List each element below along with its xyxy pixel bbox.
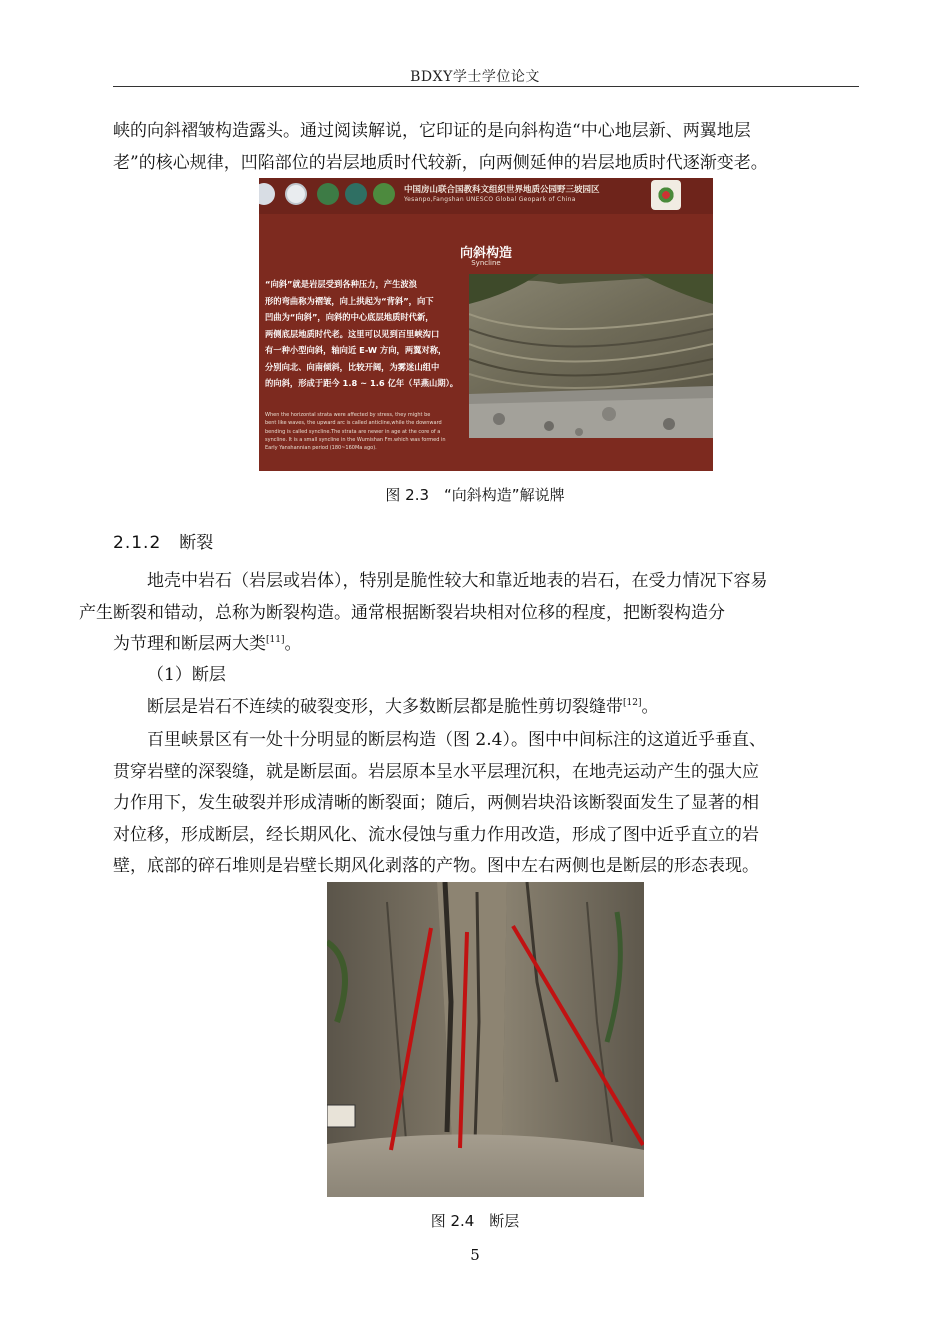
p3-line-5: 壁，底部的碎石堆则是岩壁长期风化剥落的产物。图中左右两侧也是断层的形态表现。	[113, 856, 759, 876]
section-heading	[113, 528, 213, 553]
sign-cn-line: 分别向北、向南倾斜，比较开阔，为雾迷山组中	[265, 361, 440, 372]
park-logo-icon	[373, 183, 395, 205]
sign-title: 向斜构造	[459, 246, 512, 261]
geopark-logo-icon	[285, 183, 307, 205]
fault-rock-illustration	[327, 882, 644, 1197]
sign-en-line: bent like waves, the upward arc is called anticline,while the downward	[265, 420, 442, 427]
citation-12: [12]	[623, 698, 642, 708]
section-number: 2.1.2	[113, 533, 162, 553]
page-number: 5	[470, 1246, 480, 1264]
intro-line-1: 峡的向斜褶皱构造露头。通过阅读解说，它印证的是向斜构造“中心地层新、两翼地层	[113, 121, 751, 141]
p1-line-1: 地壳中岩石（岩层或岩体），特别是脆性较大和靠近地表的岩石，在受力情况下容易	[147, 571, 768, 591]
running-header: BDXY学士学位论文	[410, 69, 540, 85]
sign-subtitle: Syncline	[471, 259, 501, 267]
forest-logo-icon	[317, 183, 339, 205]
p3-line-3: 力作用下，发生破裂并形成清晰的断裂面；随后，两侧岩块沿该断裂面发生了显著的相	[113, 793, 759, 813]
sign-cn-line: 有一种小型向斜，轴向近 E-W 方向，两翼对称，	[265, 345, 447, 355]
p1-line-3-end: 。	[284, 634, 302, 654]
fault-definition-paragraph	[113, 692, 859, 724]
p3-line-4: 对位移，形成断层，经长期风化、流水侵蚀与重力作用改造，形成了图中近乎直立的岩	[113, 824, 759, 845]
section-title: 断裂	[179, 533, 214, 553]
sign-cn-line: 的向斜，形成于距今 1.8 ~ 1.6 亿年（早燕山期）。	[265, 378, 459, 388]
header-rule	[113, 86, 859, 87]
syncline-rock-photo	[469, 274, 713, 438]
p2-text: 断层是岩石不连续的破裂变形，大多数断层都是脆性剪切裂缝带	[147, 697, 623, 717]
p1-line-3	[79, 629, 301, 661]
p3-line-1: 百里峡景区有一处十分明显的断层构造（图 2.4）。图中中间标注的这道近乎垂直、	[147, 730, 766, 750]
sign-en-line: Early Yanshannian period (180~160Ma ago).	[265, 445, 377, 452]
unesco-logo-icon	[259, 183, 275, 205]
fault-description-paragraph	[113, 725, 859, 883]
syncline-rock-illustration	[469, 274, 713, 438]
p1-line-2: 产生断裂和错动，总称为断裂构造。通常根据断裂岩块相对位移的程度，把断裂构造分	[79, 602, 725, 623]
sign-chinese-text	[265, 276, 469, 392]
sign-logo-bar	[259, 178, 713, 214]
sign-cn-line: “向斜”就是岩层受到各种压力，产生波浪	[265, 279, 417, 289]
sign-cn-line: 两侧底层地质时代老。这里可以见到百里峡沟口	[265, 328, 440, 339]
p1-line-3-text: 为节理和断层两大类	[113, 634, 266, 654]
sign-organization-en: Yesanpo,Fangshan UNESCO Global Geopark of China	[404, 196, 576, 203]
figure-2-3-caption: 图 2.3 “向斜构造”解说牌	[385, 486, 565, 504]
fault-photo	[327, 882, 644, 1197]
syncline-sign-photo	[259, 178, 713, 471]
p2-end: 。	[641, 697, 659, 717]
nature-logo-icon	[345, 183, 367, 205]
fracture-paragraph	[79, 566, 859, 661]
intro-line-2: 老”的核心规律，凹陷部位的岩层地质时代较新，向两侧延伸的岩层地质时代逐渐变老。	[113, 152, 768, 173]
sign-cn-line: 形的弯曲称为褶皱，向上拱起为“背斜”，向下	[265, 295, 434, 306]
sign-cn-line: 凹曲为“向斜”，向斜的中心底层地质时代新，	[265, 312, 434, 322]
sign-organization-cn: 中国房山联合国教科文组织世界地质公园野三坡园区	[404, 185, 600, 195]
geopark-emblem-icon	[651, 180, 681, 210]
p3-line-2: 贯穿岩壁的深裂缝，就是断层面。岩层原本呈水平层理沉积，在地壳运动产生的强大应	[113, 761, 759, 782]
figure-2-4-caption: 图 2.4 断层	[430, 1212, 520, 1230]
sign-en-line: bending is called syncline.The strata are newer in age at the core of a	[265, 428, 441, 435]
citation-11: [11]	[266, 635, 285, 645]
sign-en-line: When the horizontal strata were affected by stress, they might be	[265, 412, 431, 418]
sign-en-line: syncline. It is a small syncline in the Wumishan Fm.which was formed in	[265, 436, 446, 443]
intro-paragraph	[113, 116, 859, 179]
fault-subheading: （1）断层	[147, 665, 226, 685]
